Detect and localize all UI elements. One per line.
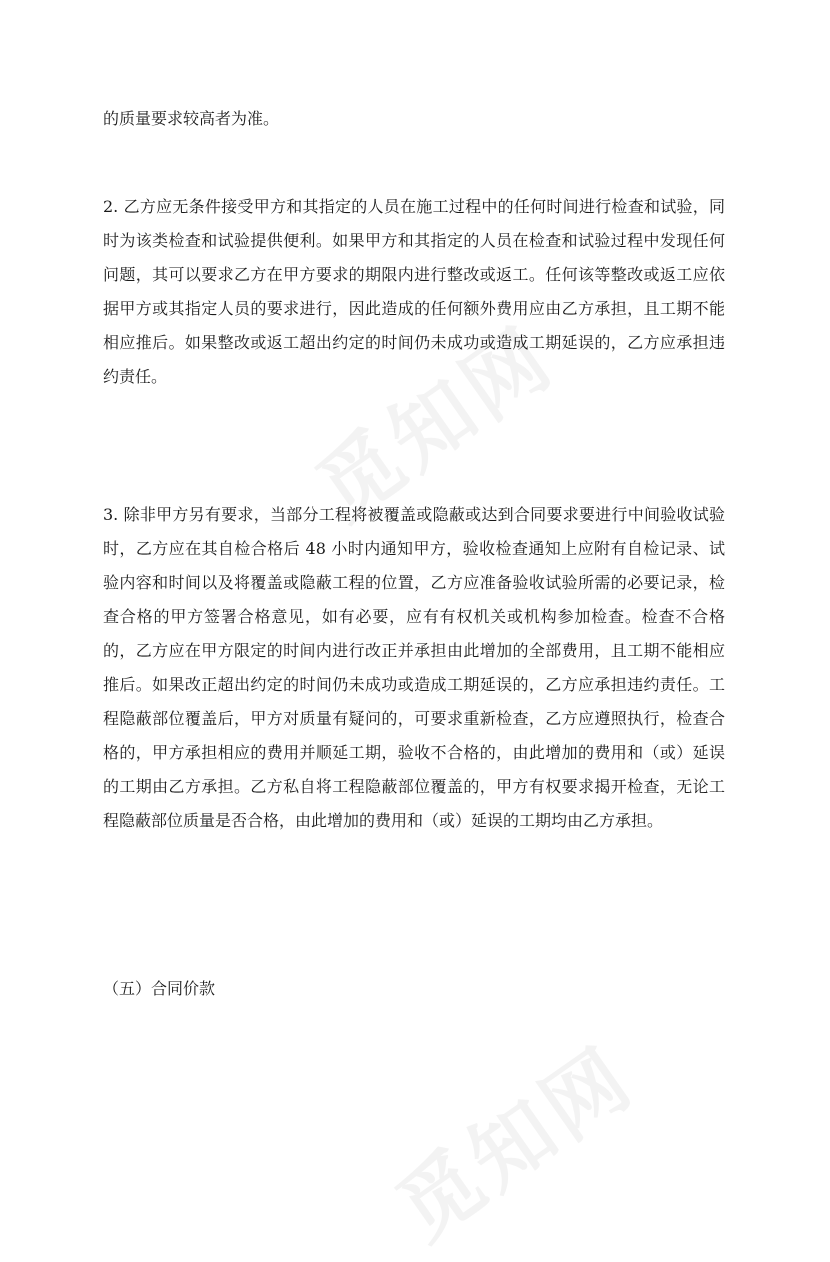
watermark-bottom: [370, 1015, 653, 1262]
section-heading-contract-price: （五）合同价款: [103, 979, 216, 998]
paragraph-continuation: 的质量要求较高者为准。: [103, 109, 280, 128]
paragraph-clause-2: 2. 乙方应无条件接受甲方和其指定的人员在施工过程中的任何时间进行检查和试验，同时为该类检查和试验提供便利。如果甲方和其指定的人员在检查和试验过程中发现任何问题，其可以要求乙方在甲方要求的期限内进行整改或返工。任何该等整改或返工应依据甲方或其指定人员的要求进行，因此造成的任何额外费用应由乙方承担，且工期不能相应推后。如果整改或返工超出约定的时间仍未成功或造成工期延误的，乙方应承担违约责任。: [103, 197, 725, 386]
paragraph-clause-3: 3. 除非甲方另有要求，当部分工程将被覆盖或隐蔽或达到合同要求要进行中间验收试验时，乙方应在其自检合格后 48 小时内通知甲方，验收检查通知上应附有自检记录、试验内容和时间以及将覆盖或隐蔽工程的位置，乙方应准备验收试验所需的必要记录，检查合格的甲方签署合格意见，如有必要，应有有权机关或机构参加检查。检查不合格的，乙方应在甲方限定的时间内进行改正并承担由此增加的全部费用，且工期不能相应推后。如果改正超出约定的时间仍未成功或造成工期延误的，乙方应承担违约责任。工程隐蔽部位覆盖后，甲方对质量有疑问的，可要求重新检查，乙方应遵照执行，检查合格的，甲方承担相应的费用并顺延工期，验收不合格的，由此增加的费用和（或）延误的工期由乙方承担。乙方私自将工程隐蔽部位覆盖的，甲方有权要求揭开检查，无论工程隐蔽部位质量是否合格，由此增加的费用和（或）延误的工期均由乙方承担。: [103, 505, 725, 830]
